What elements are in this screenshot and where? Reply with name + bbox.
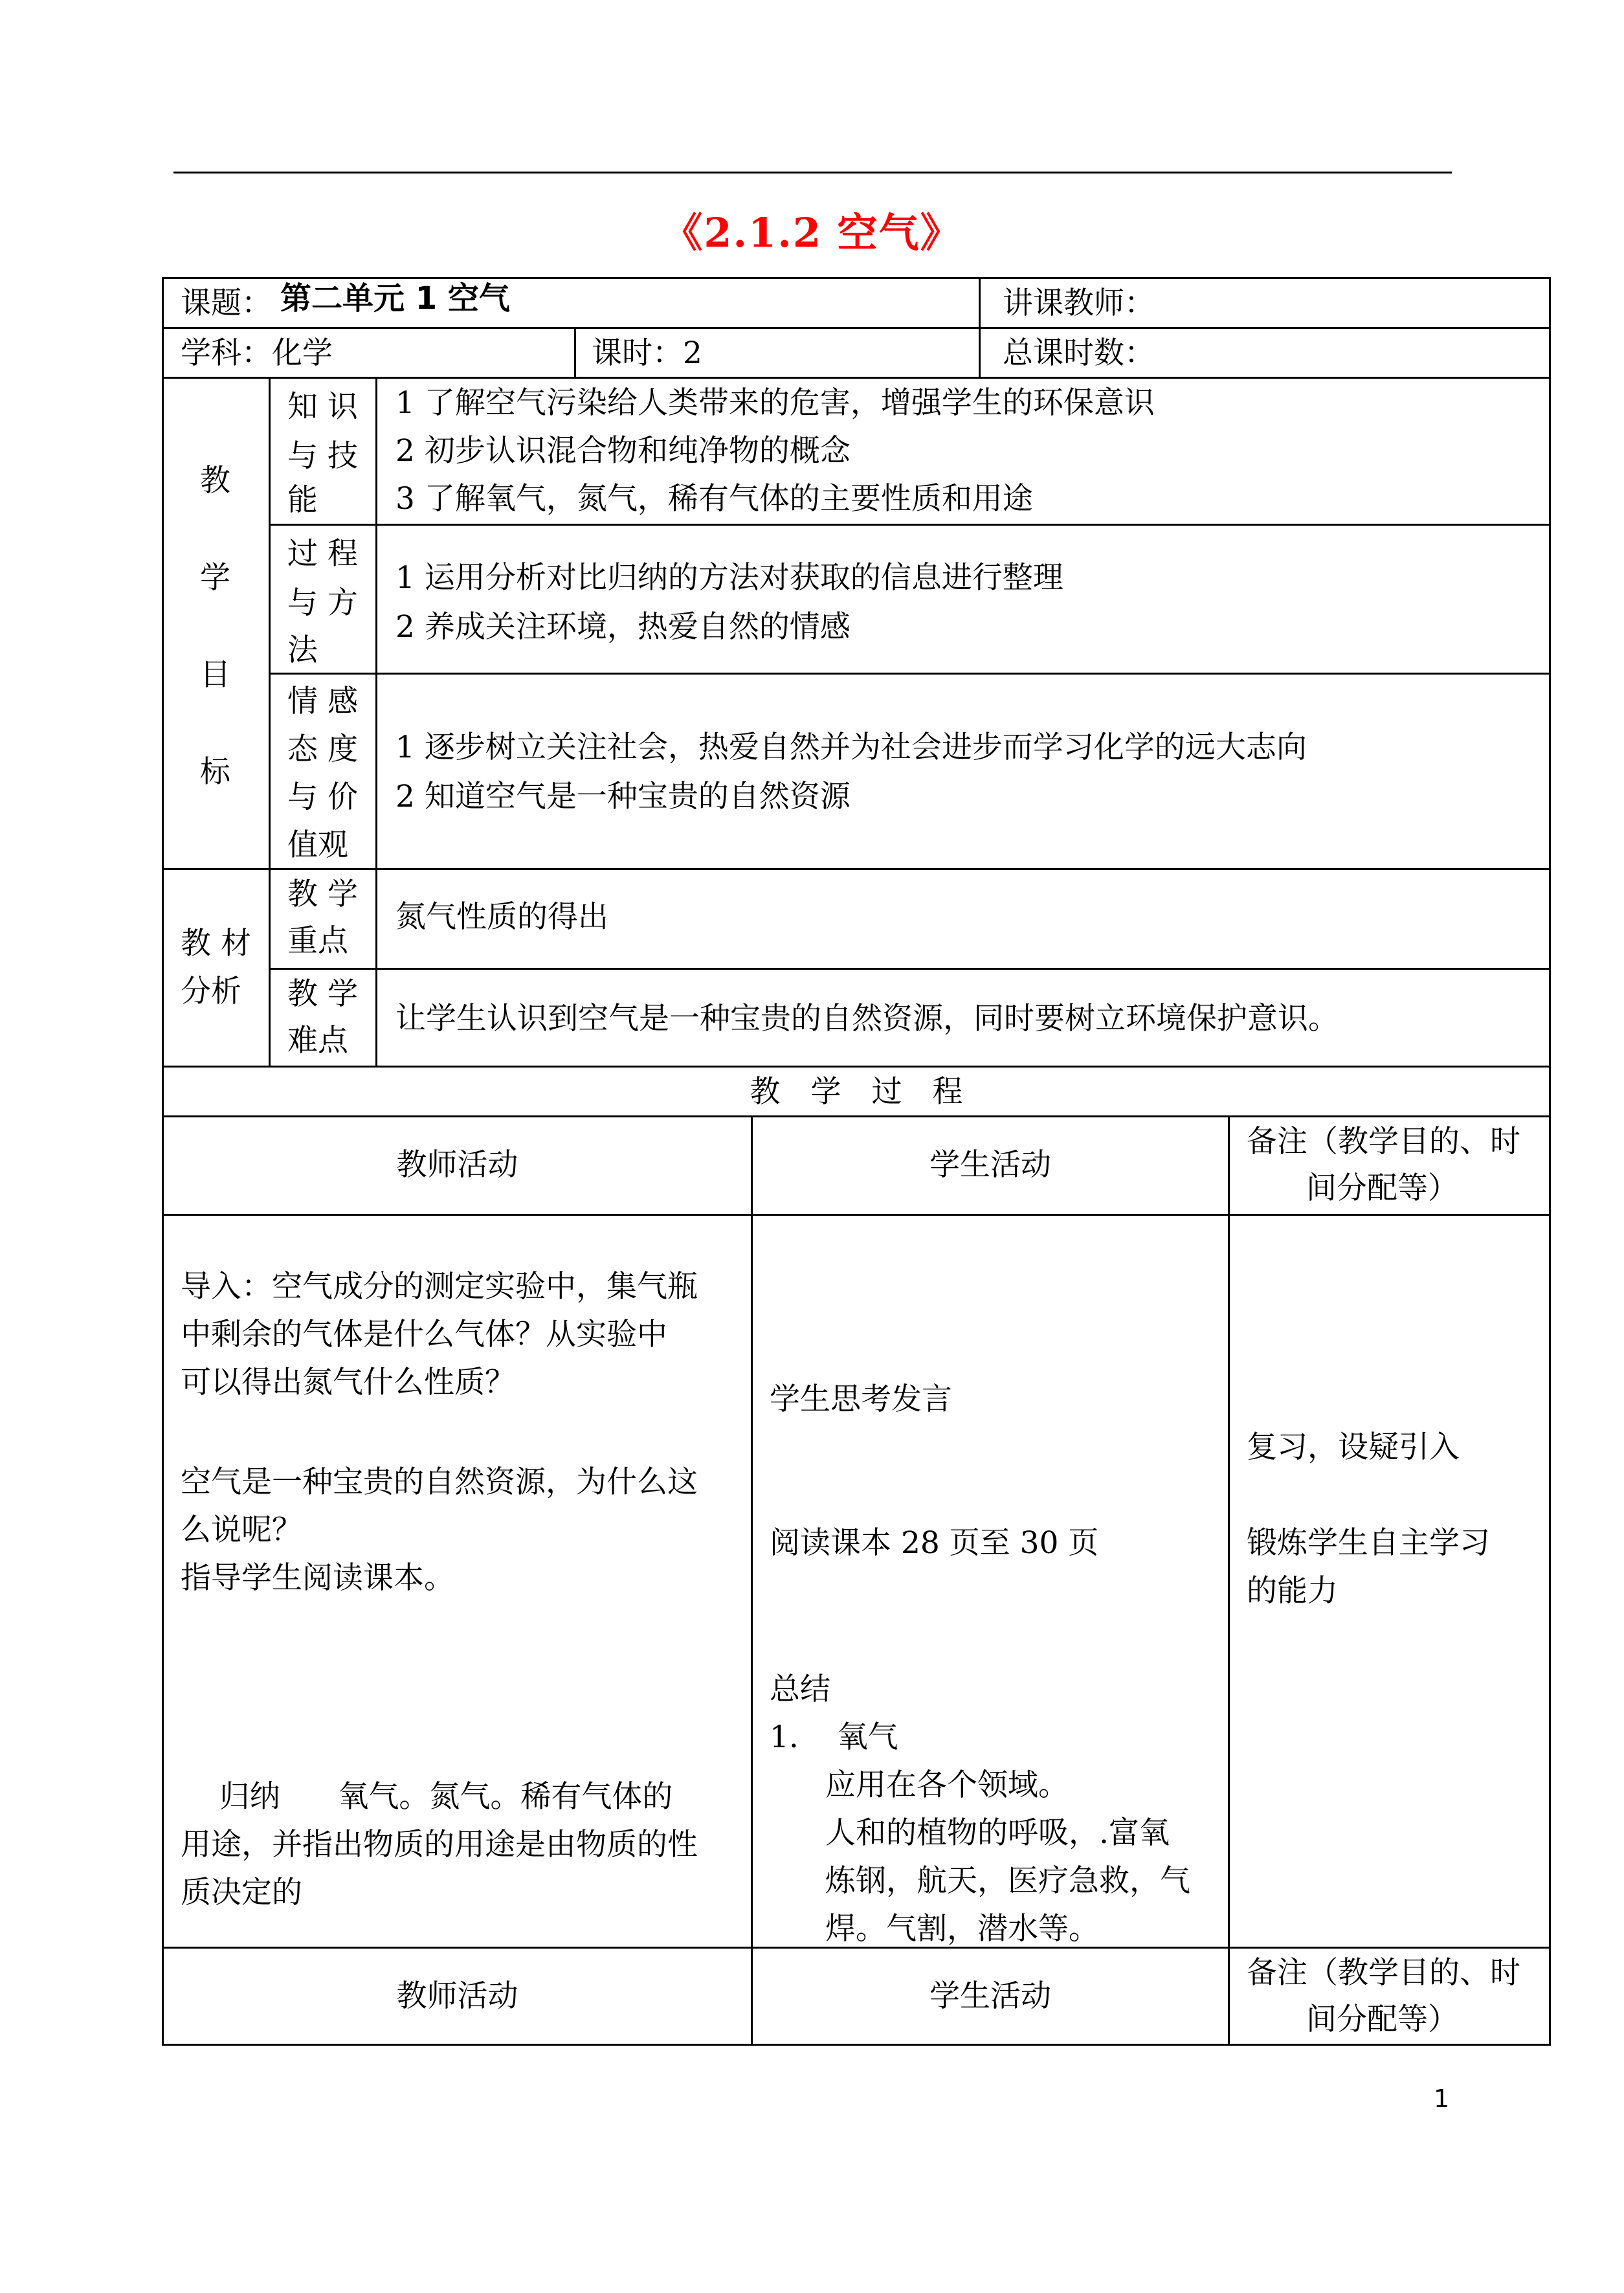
notes-content <box>1228 1214 1551 1949</box>
objectives-char-1: 教 <box>200 463 230 498</box>
intro-line-1: 导入：空气成分的测定实验中，集气瓶 <box>181 1269 698 1304</box>
student-activity-content <box>751 1214 1230 1949</box>
objectives-char-4: 标 <box>200 754 230 790</box>
page-number: 1 <box>1434 2085 1450 2113</box>
method-content-cell <box>375 524 1551 675</box>
analysis-label-2: 分析 <box>181 974 241 1009</box>
summary-title: 总结 <box>770 1672 830 1707</box>
method-line-2: 2 养成关注环境，热爱自然的情感 <box>395 609 851 645</box>
summary-line-3: 质决定的 <box>181 1875 302 1910</box>
difficulty-label-1: 教 学 <box>287 976 358 1012</box>
intro-line-3: 可以得出氮气什么性质？ <box>181 1365 515 1400</box>
intro-line-2: 中剩余的气体是什么气体？从实验中 <box>181 1317 667 1352</box>
notes-header-2-line-1: 备注（教学目的、时 <box>1247 1955 1520 1991</box>
analysis-group-label <box>162 868 271 1068</box>
attitude-label-2: 态 度 <box>287 732 358 767</box>
key-point-content-cell <box>375 868 1551 970</box>
objectives-char-3: 目 <box>200 657 230 693</box>
summary-line-1: 归纳 氧气。氮气。稀有气体的 <box>181 1779 673 1815</box>
student-activity-header-text: 学生活动 <box>929 1147 1051 1183</box>
key-point-label-1: 教 学 <box>287 877 358 912</box>
document-title: 《2.1.2 空气》 <box>662 209 962 256</box>
resource-line-3: 指导学生阅读课本。 <box>181 1560 454 1596</box>
attitude-content-cell <box>375 673 1551 870</box>
process-title: 教 学 过 程 <box>750 1074 963 1110</box>
student-activity-header <box>751 1115 1230 1216</box>
method-label-2: 与 方 <box>287 585 358 621</box>
key-point-label-cell <box>269 868 377 970</box>
teacher-activity-header-2-text: 教师活动 <box>396 1978 518 2014</box>
topic-cell <box>162 277 981 329</box>
think-text: 学生思考发言 <box>770 1381 952 1417</box>
hours-cell <box>574 327 981 379</box>
topic-label: 课题： <box>181 285 272 321</box>
notes-header-2 <box>1228 1947 1551 2046</box>
header-rule <box>173 172 1452 173</box>
key-point-label-2: 重点 <box>287 923 348 959</box>
knowledge-label-cell <box>269 377 377 526</box>
method-label-1: 过 程 <box>287 536 358 572</box>
method-label-3: 法 <box>287 632 318 668</box>
objectives-char-2: 学 <box>200 560 230 596</box>
resource-line-2: 么说呢？ <box>181 1512 302 1548</box>
notes-header-2-line-2: 间分配等） <box>1306 2002 1458 2037</box>
subject-label: 学科：化学 <box>181 335 333 371</box>
difficulty-label-cell <box>269 968 377 1068</box>
notes-header-line-2: 间分配等） <box>1306 1170 1458 1206</box>
notes-practice-1: 锻炼学生自主学习 <box>1247 1525 1490 1561</box>
hours-label: 课时：2 <box>592 335 702 371</box>
notes-practice-2: 的能力 <box>1247 1573 1338 1609</box>
method-label-cell <box>269 524 377 675</box>
teacher-activity-content <box>162 1214 753 1949</box>
difficulty-text: 让学生认识到空气是一种宝贵的自然资源，同时要树立环境保护意识。 <box>395 1001 1339 1036</box>
teacher-activity-header <box>162 1115 753 1216</box>
summary-line-2: 用途，并指出物质的用途是由物质的性 <box>181 1827 698 1862</box>
difficulty-label-2: 难点 <box>287 1023 348 1058</box>
oxygen-line-1: 应用在各个领域。 <box>825 1767 1069 1803</box>
oxygen-item: 1. 氧气 <box>770 1719 898 1755</box>
knowledge-line-1: 1 了解空气污染给人类带来的危害，增强学生的环保意识 <box>395 385 1155 421</box>
difficulty-content-cell <box>375 968 1551 1068</box>
attitude-label-1: 情 感 <box>287 684 358 719</box>
knowledge-content-cell <box>375 377 1551 526</box>
analysis-label-1: 教 材 <box>181 926 251 961</box>
oxygen-line-2: 人和的植物的呼吸，.富氧 <box>825 1815 1170 1851</box>
teacher-cell <box>979 277 1551 329</box>
knowledge-line-3: 3 了解氧气，氮气，稀有气体的主要性质和用途 <box>395 481 1033 517</box>
teacher-label: 讲课教师： <box>1003 285 1155 321</box>
student-activity-header-2-text: 学生活动 <box>929 1978 1051 2014</box>
attitude-label-cell <box>269 673 377 870</box>
attitude-label-3: 与 价 <box>287 779 358 815</box>
knowledge-label-2: 与 技 <box>287 438 358 474</box>
total-hours-cell <box>979 327 1551 379</box>
notes-header <box>1228 1115 1551 1216</box>
oxygen-line-3: 炼钢，航天，医疗急救，气 <box>825 1863 1190 1899</box>
subject-cell <box>162 327 576 379</box>
teacher-activity-header-2 <box>162 1947 753 2046</box>
resource-line-1: 空气是一种宝贵的自然资源，为什么这 <box>181 1464 698 1500</box>
knowledge-label-3: 能 <box>287 482 318 518</box>
knowledge-label-1: 知 识 <box>287 389 358 425</box>
oxygen-line-4: 焊。气割，潜水等。 <box>825 1911 1099 1947</box>
process-title-cell <box>162 1066 1551 1117</box>
student-activity-header-2 <box>751 1947 1230 2046</box>
objectives-group-label <box>162 377 271 870</box>
attitude-line-1: 1 逐步树立关注社会，热爱自然并为社会进步而学习化学的远大志向 <box>395 730 1307 765</box>
topic-value: 第二单元 1 空气 <box>280 280 510 317</box>
knowledge-line-2: 2 初步认识混合物和纯净物的概念 <box>395 433 851 469</box>
method-line-1: 1 运用分析对比归纳的方法对获取的信息进行整理 <box>395 560 1063 596</box>
attitude-label-4: 值观 <box>287 827 348 863</box>
total-hours-label: 总课时数： <box>1003 335 1155 371</box>
read-text: 阅读课本 28 页至 30 页 <box>770 1525 1099 1561</box>
teacher-activity-header-text: 教师活动 <box>396 1147 518 1183</box>
notes-review: 复习，设疑引入 <box>1247 1429 1460 1465</box>
key-point-text: 氮气性质的得出 <box>395 899 608 935</box>
attitude-line-2: 2 知道空气是一种宝贵的自然资源 <box>395 779 851 814</box>
notes-header-line-1: 备注（教学目的、时 <box>1247 1124 1520 1159</box>
